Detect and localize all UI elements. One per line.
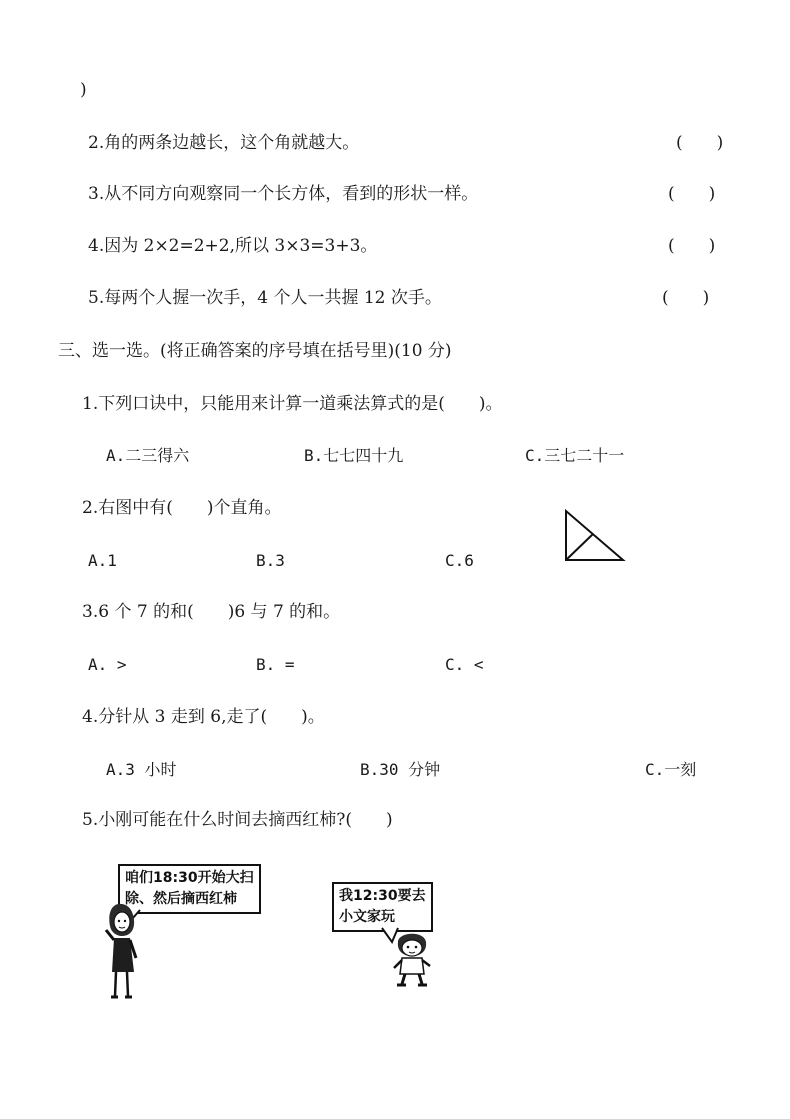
question-1-option-a: A.二三得六 — [106, 446, 190, 465]
judge-item-3: 3.从不同方向观察同一个长方体，看到的形状一样。 — [88, 184, 479, 204]
question-1-option-c: C.三七二十一 — [525, 446, 625, 465]
right-triangle-figure — [560, 505, 630, 567]
question-3-stem: 3.6 个 7 的和( )6 与 7 的和。 — [82, 602, 341, 622]
question-3-option-a: A. > — [88, 655, 127, 674]
question-1-stem: 1.下列口诀中，只能用来计算一道乘法算式的是( )。 — [82, 394, 503, 414]
question-4-option-b: B.30 分钟 — [360, 760, 441, 779]
prev-item-close-paren: ) — [80, 80, 87, 100]
question-2-option-a: A.1 — [88, 551, 117, 570]
judge-item-5: 5.每两个人握一次手，4 个人一共握 12 次手。 — [88, 288, 442, 308]
answer-bracket-4[interactable]: ( ) — [668, 236, 716, 256]
answer-bracket-2[interactable]: ( ) — [676, 133, 724, 153]
question-1-option-b: B.七七四十九 — [304, 446, 404, 465]
speech-bubble-boy-line-1: 我12:30要去 — [339, 888, 426, 904]
boy-figure-icon — [388, 928, 438, 988]
mother-figure-icon — [100, 900, 150, 1010]
speech-bubble-mother-line-1: 咱们18:30开始大扫 — [125, 870, 254, 886]
answer-bracket-3[interactable]: ( ) — [668, 184, 716, 204]
question-4-option-a: A.3 小时 — [106, 760, 177, 779]
question-3-option-b: B. = — [256, 655, 295, 674]
speech-bubble-boy — [332, 882, 433, 932]
question-3-option-c: C. < — [445, 655, 484, 674]
question-2-stem: 2.右图中有( )个直角。 — [82, 498, 282, 518]
judge-item-4: 4.因为 2×2=2+2,所以 3×3=3+3。 — [88, 236, 378, 256]
speech-bubble-boy-line-2: 小文家玩 — [339, 909, 395, 925]
answer-bracket-5[interactable]: ( ) — [662, 288, 710, 308]
question-2-option-c: C.6 — [445, 551, 474, 570]
question-4-option-c: C.一刻 — [645, 760, 697, 779]
question-4-stem: 4.分针从 3 走到 6,走了( )。 — [82, 707, 325, 727]
section-heading: 三、选一选。(将正确答案的序号填在括号里)(10 分) — [58, 341, 452, 361]
speech-bubble-mother-line-2: 除、然后摘西红柿 — [125, 891, 237, 907]
judge-item-2: 2.角的两条边越长，这个角就越大。 — [88, 133, 360, 153]
question-5-stem: 5.小刚可能在什么时间去摘西红柿?( ) — [82, 810, 393, 830]
question-2-option-b: B.3 — [256, 551, 285, 570]
